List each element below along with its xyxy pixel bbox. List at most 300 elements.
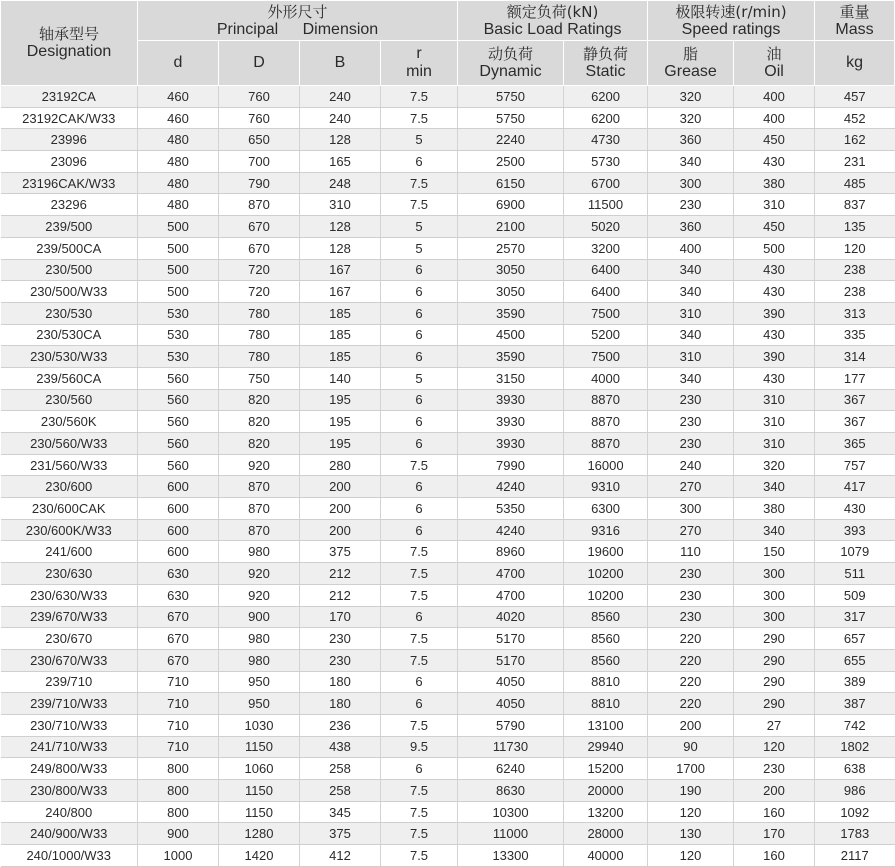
cell-static-load: 16000 xyxy=(564,454,648,476)
cell-dynamic-load: 5750 xyxy=(458,86,564,108)
oil-header-en: Oil xyxy=(764,63,784,80)
cell-d: 800 xyxy=(138,758,219,780)
cell-D: 1060 xyxy=(219,758,300,780)
cell-mass: 335 xyxy=(815,324,895,346)
cell-mass: 162 xyxy=(815,129,895,151)
cell-r-min: 6 xyxy=(381,476,458,498)
grease-header-en: Grease xyxy=(664,63,717,80)
cell-dynamic-load: 8960 xyxy=(458,541,564,563)
cell-designation: 23296 xyxy=(1,194,138,216)
cell-r-min: 5 xyxy=(381,129,458,151)
cell-static-load: 8560 xyxy=(564,628,648,650)
cell-d: 500 xyxy=(138,216,219,238)
cell-static-load: 6400 xyxy=(564,281,648,303)
cell-r-min: 7.5 xyxy=(381,628,458,650)
cell-D: 780 xyxy=(219,324,300,346)
cell-speed-oil: 340 xyxy=(734,476,815,498)
cell-static-load: 7500 xyxy=(564,346,648,368)
cell-r-min: 9.5 xyxy=(381,736,458,758)
cell-mass: 1092 xyxy=(815,801,895,823)
table-row xyxy=(1,758,895,780)
cell-speed-oil: 160 xyxy=(734,845,815,867)
cell-speed-oil: 430 xyxy=(734,281,815,303)
cell-speed-grease: 340 xyxy=(648,324,734,346)
cell-r-min: 7.5 xyxy=(381,823,458,845)
cell-dynamic-load: 10300 xyxy=(458,801,564,823)
cell-d: 560 xyxy=(138,389,219,411)
cell-d: 560 xyxy=(138,454,219,476)
mass-group-header xyxy=(815,1,895,41)
cell-r-min: 7.5 xyxy=(381,649,458,671)
cell-d: 480 xyxy=(138,129,219,151)
cell-static-load: 9310 xyxy=(564,476,648,498)
cell-r-min: 7.5 xyxy=(381,107,458,129)
cell-d: 600 xyxy=(138,476,219,498)
cell-D: 820 xyxy=(219,411,300,433)
cell-dynamic-load: 5790 xyxy=(458,714,564,736)
cell-mass: 177 xyxy=(815,367,895,389)
cell-d: 670 xyxy=(138,628,219,650)
cell-designation: 230/600K/W33 xyxy=(1,519,138,541)
cell-mass: 485 xyxy=(815,172,895,194)
cell-r-min: 6 xyxy=(381,389,458,411)
cell-dynamic-load: 4240 xyxy=(458,519,564,541)
cell-r-min: 6 xyxy=(381,519,458,541)
cell-mass: 757 xyxy=(815,454,895,476)
cell-speed-grease: 220 xyxy=(648,693,734,715)
cell-speed-oil: 230 xyxy=(734,758,815,780)
cell-static-load: 6300 xyxy=(564,498,648,520)
cell-designation: 23996 xyxy=(1,129,138,151)
cell-speed-oil: 430 xyxy=(734,367,815,389)
cell-speed-grease: 300 xyxy=(648,172,734,194)
cell-D: 780 xyxy=(219,346,300,368)
cell-mass: 1079 xyxy=(815,541,895,563)
cell-r-min: 6 xyxy=(381,411,458,433)
cell-B: 195 xyxy=(300,389,381,411)
cell-speed-oil: 290 xyxy=(734,693,815,715)
cell-speed-oil: 290 xyxy=(734,649,815,671)
cell-B: 195 xyxy=(300,411,381,433)
cell-mass: 1783 xyxy=(815,823,895,845)
cell-B: 375 xyxy=(300,823,381,845)
cell-speed-oil: 310 xyxy=(734,194,815,216)
cell-designation: 230/600 xyxy=(1,476,138,498)
cell-designation: 240/900/W33 xyxy=(1,823,138,845)
cell-d: 560 xyxy=(138,411,219,433)
cell-static-load: 15200 xyxy=(564,758,648,780)
cell-speed-oil: 170 xyxy=(734,823,815,845)
cell-designation: 241/600 xyxy=(1,541,138,563)
cell-d: 800 xyxy=(138,801,219,823)
cell-static-load: 8560 xyxy=(564,606,648,628)
dimension-header-en: Principal Dimension xyxy=(216,20,379,38)
cell-speed-grease: 130 xyxy=(648,823,734,845)
cell-d: 600 xyxy=(138,519,219,541)
cell-designation: 23196CAK/W33 xyxy=(1,172,138,194)
cell-d: 480 xyxy=(138,172,219,194)
cell-r-min: 7.5 xyxy=(381,780,458,802)
cell-d: 500 xyxy=(138,259,219,281)
cell-designation: 239/560CA xyxy=(1,367,138,389)
cell-static-load: 6400 xyxy=(564,259,648,281)
cell-d: 530 xyxy=(138,302,219,324)
table-row xyxy=(1,519,895,541)
cell-designation: 230/600CAK xyxy=(1,498,138,520)
cell-dynamic-load: 4020 xyxy=(458,606,564,628)
cell-dynamic-load: 6150 xyxy=(458,172,564,194)
cell-d: 460 xyxy=(138,107,219,129)
cell-speed-oil: 450 xyxy=(734,129,815,151)
cell-dynamic-load: 6900 xyxy=(458,194,564,216)
cell-static-load: 5200 xyxy=(564,324,648,346)
cell-dynamic-load: 7990 xyxy=(458,454,564,476)
cell-static-load: 8870 xyxy=(564,389,648,411)
table-row xyxy=(1,454,895,476)
speed-header-zh: 极限转速(r/min) xyxy=(675,2,787,21)
cell-static-load: 5020 xyxy=(564,216,648,238)
cell-speed-grease: 240 xyxy=(648,454,734,476)
cell-designation: 230/530CA xyxy=(1,324,138,346)
dimension-group-header xyxy=(138,1,458,41)
cell-speed-oil: 300 xyxy=(734,584,815,606)
cell-speed-grease: 120 xyxy=(648,845,734,867)
cell-mass: 120 xyxy=(815,237,895,259)
cell-mass: 657 xyxy=(815,628,895,650)
cell-static-load: 8810 xyxy=(564,671,648,693)
cell-speed-grease: 230 xyxy=(648,584,734,606)
cell-r-min: 7.5 xyxy=(381,541,458,563)
col-header-B: B xyxy=(300,41,381,86)
cell-static-load: 8560 xyxy=(564,649,648,671)
cell-r-min: 5 xyxy=(381,237,458,259)
cell-speed-grease: 340 xyxy=(648,259,734,281)
col-header-kg: kg xyxy=(815,41,895,86)
cell-designation: 230/500 xyxy=(1,259,138,281)
table-row xyxy=(1,389,895,411)
cell-dynamic-load: 8630 xyxy=(458,780,564,802)
cell-D: 1280 xyxy=(219,823,300,845)
cell-D: 670 xyxy=(219,216,300,238)
cell-B: 128 xyxy=(300,216,381,238)
cell-static-load: 4000 xyxy=(564,367,648,389)
cell-dynamic-load: 3930 xyxy=(458,433,564,455)
table-row xyxy=(1,129,895,151)
cell-dynamic-load: 2570 xyxy=(458,237,564,259)
cell-speed-oil: 310 xyxy=(734,389,815,411)
table-row xyxy=(1,780,895,802)
cell-r-min: 6 xyxy=(381,151,458,173)
cell-r-min: 6 xyxy=(381,302,458,324)
cell-mass: 457 xyxy=(815,86,895,108)
cell-speed-oil: 120 xyxy=(734,736,815,758)
table-row xyxy=(1,801,895,823)
cell-speed-grease: 220 xyxy=(648,671,734,693)
table-row xyxy=(1,823,895,845)
cell-B: 240 xyxy=(300,86,381,108)
cell-dynamic-load: 3930 xyxy=(458,389,564,411)
cell-speed-grease: 230 xyxy=(648,563,734,585)
cell-D: 900 xyxy=(219,606,300,628)
cell-B: 345 xyxy=(300,801,381,823)
cell-D: 1150 xyxy=(219,736,300,758)
cell-r-min: 6 xyxy=(381,671,458,693)
cell-speed-grease: 300 xyxy=(648,498,734,520)
static-header-zh: 静负荷 xyxy=(583,45,629,63)
cell-designation: 239/710/W33 xyxy=(1,693,138,715)
cell-dynamic-load: 4050 xyxy=(458,671,564,693)
table-row xyxy=(1,259,895,281)
cell-B: 212 xyxy=(300,584,381,606)
cell-d: 710 xyxy=(138,714,219,736)
col-header-oil xyxy=(734,41,815,86)
cell-d: 600 xyxy=(138,498,219,520)
cell-designation: 230/800/W33 xyxy=(1,780,138,802)
cell-speed-grease: 270 xyxy=(648,519,734,541)
cell-dynamic-load: 5750 xyxy=(458,107,564,129)
cell-d: 670 xyxy=(138,649,219,671)
cell-B: 438 xyxy=(300,736,381,758)
cell-D: 870 xyxy=(219,194,300,216)
table-row xyxy=(1,411,895,433)
cell-designation: 239/710 xyxy=(1,671,138,693)
cell-speed-grease: 270 xyxy=(648,476,734,498)
cell-B: 248 xyxy=(300,172,381,194)
cell-speed-grease: 200 xyxy=(648,714,734,736)
cell-mass: 430 xyxy=(815,498,895,520)
cell-D: 980 xyxy=(219,628,300,650)
speed-header-en: Speed ratings xyxy=(681,20,781,38)
cell-speed-oil: 310 xyxy=(734,433,815,455)
cell-r-min: 6 xyxy=(381,758,458,780)
table-row xyxy=(1,107,895,129)
table-header xyxy=(1,1,895,86)
cell-mass: 367 xyxy=(815,389,895,411)
cell-dynamic-load: 13300 xyxy=(458,845,564,867)
cell-d: 500 xyxy=(138,237,219,259)
cell-D: 920 xyxy=(219,563,300,585)
cell-d: 600 xyxy=(138,541,219,563)
cell-static-load: 8870 xyxy=(564,411,648,433)
cell-mass: 638 xyxy=(815,758,895,780)
table-row xyxy=(1,151,895,173)
cell-speed-grease: 90 xyxy=(648,736,734,758)
grease-header-zh: 脂 xyxy=(683,45,699,63)
cell-r-min: 6 xyxy=(381,324,458,346)
cell-dynamic-load: 3050 xyxy=(458,281,564,303)
cell-D: 790 xyxy=(219,172,300,194)
cell-static-load: 3200 xyxy=(564,237,648,259)
cell-mass: 367 xyxy=(815,411,895,433)
table-row xyxy=(1,476,895,498)
designation-header-en: Designation xyxy=(26,43,112,60)
cell-D: 670 xyxy=(219,237,300,259)
cell-designation: 23192CA xyxy=(1,86,138,108)
cell-B: 185 xyxy=(300,302,381,324)
cell-speed-oil: 400 xyxy=(734,86,815,108)
cell-D: 870 xyxy=(219,519,300,541)
cell-designation: 230/560 xyxy=(1,389,138,411)
cell-speed-grease: 340 xyxy=(648,367,734,389)
cell-designation: 230/670 xyxy=(1,628,138,650)
cell-static-load: 13200 xyxy=(564,801,648,823)
cell-static-load: 10200 xyxy=(564,563,648,585)
cell-dynamic-load: 5170 xyxy=(458,649,564,671)
cell-d: 500 xyxy=(138,281,219,303)
cell-d: 560 xyxy=(138,367,219,389)
cell-D: 700 xyxy=(219,151,300,173)
cell-d: 480 xyxy=(138,194,219,216)
cell-mass: 365 xyxy=(815,433,895,455)
cell-dynamic-load: 5350 xyxy=(458,498,564,520)
cell-speed-grease: 340 xyxy=(648,281,734,303)
cell-speed-grease: 1700 xyxy=(648,758,734,780)
cell-D: 1420 xyxy=(219,845,300,867)
cell-B: 375 xyxy=(300,541,381,563)
cell-d: 530 xyxy=(138,324,219,346)
table-row xyxy=(1,563,895,585)
cell-designation: 230/530 xyxy=(1,302,138,324)
cell-speed-oil: 27 xyxy=(734,714,815,736)
load-header-en: Basic Load Ratings xyxy=(483,20,622,38)
cell-d: 460 xyxy=(138,86,219,108)
designation-header xyxy=(1,1,138,86)
cell-designation: 231/560/W33 xyxy=(1,454,138,476)
cell-mass: 387 xyxy=(815,693,895,715)
cell-D: 760 xyxy=(219,107,300,129)
cell-dynamic-load: 4700 xyxy=(458,584,564,606)
mass-header-zh: 重量 xyxy=(839,2,870,21)
col-header-D: D xyxy=(219,41,300,86)
cell-static-load: 40000 xyxy=(564,845,648,867)
cell-speed-oil: 430 xyxy=(734,324,815,346)
col-header-grease xyxy=(648,41,734,86)
cell-B: 412 xyxy=(300,845,381,867)
cell-static-load: 5730 xyxy=(564,151,648,173)
cell-d: 480 xyxy=(138,151,219,173)
cell-D: 820 xyxy=(219,433,300,455)
table-row xyxy=(1,628,895,650)
cell-designation: 230/560K xyxy=(1,411,138,433)
cell-speed-grease: 340 xyxy=(648,151,734,173)
cell-r-min: 7.5 xyxy=(381,454,458,476)
cell-static-load: 19600 xyxy=(564,541,648,563)
cell-B: 230 xyxy=(300,628,381,650)
cell-mass: 317 xyxy=(815,606,895,628)
cell-designation: 230/500/W33 xyxy=(1,281,138,303)
cell-mass: 986 xyxy=(815,780,895,802)
cell-r-min: 5 xyxy=(381,216,458,238)
cell-B: 185 xyxy=(300,346,381,368)
cell-designation: 23096 xyxy=(1,151,138,173)
cell-mass: 238 xyxy=(815,259,895,281)
cell-speed-grease: 230 xyxy=(648,411,734,433)
cell-dynamic-load: 3930 xyxy=(458,411,564,433)
speed-ratings-group-header xyxy=(648,1,815,41)
table-row xyxy=(1,671,895,693)
cell-r-min: 7.5 xyxy=(381,584,458,606)
table-row xyxy=(1,216,895,238)
cell-d: 710 xyxy=(138,693,219,715)
cell-D: 870 xyxy=(219,498,300,520)
cell-dynamic-load: 4240 xyxy=(458,476,564,498)
oil-header-zh: 油 xyxy=(766,45,782,63)
cell-dynamic-load: 4500 xyxy=(458,324,564,346)
cell-d: 560 xyxy=(138,433,219,455)
cell-D: 650 xyxy=(219,129,300,151)
designation-header-zh: 轴承型号 xyxy=(38,25,99,43)
cell-d: 670 xyxy=(138,606,219,628)
col-header-static xyxy=(564,41,648,86)
cell-speed-oil: 150 xyxy=(734,541,815,563)
cell-speed-grease: 320 xyxy=(648,86,734,108)
cell-speed-oil: 320 xyxy=(734,454,815,476)
col-header-d: d xyxy=(138,41,219,86)
cell-designation: 240/1000/W33 xyxy=(1,845,138,867)
table-row xyxy=(1,541,895,563)
table-row xyxy=(1,194,895,216)
table-row xyxy=(1,845,895,867)
cell-speed-grease: 110 xyxy=(648,541,734,563)
cell-designation: 240/800 xyxy=(1,801,138,823)
cell-r-min: 5 xyxy=(381,367,458,389)
cell-static-load: 6700 xyxy=(564,172,648,194)
cell-mass: 511 xyxy=(815,563,895,585)
table-row xyxy=(1,367,895,389)
cell-D: 980 xyxy=(219,541,300,563)
cell-D: 750 xyxy=(219,367,300,389)
cell-speed-oil: 430 xyxy=(734,259,815,281)
cell-r-min: 6 xyxy=(381,433,458,455)
cell-designation: 230/530/W33 xyxy=(1,346,138,368)
cell-speed-grease: 400 xyxy=(648,237,734,259)
cell-speed-oil: 380 xyxy=(734,498,815,520)
cell-dynamic-load: 3150 xyxy=(458,367,564,389)
cell-D: 920 xyxy=(219,584,300,606)
cell-D: 980 xyxy=(219,649,300,671)
table-body xyxy=(1,86,895,867)
cell-B: 140 xyxy=(300,367,381,389)
cell-mass: 389 xyxy=(815,671,895,693)
cell-static-load: 11500 xyxy=(564,194,648,216)
cell-designation: 239/670/W33 xyxy=(1,606,138,628)
cell-speed-oil: 390 xyxy=(734,346,815,368)
cell-B: 180 xyxy=(300,671,381,693)
cell-speed-oil: 200 xyxy=(734,780,815,802)
cell-B: 167 xyxy=(300,281,381,303)
cell-mass: 655 xyxy=(815,649,895,671)
cell-B: 170 xyxy=(300,606,381,628)
cell-designation: 230/560/W33 xyxy=(1,433,138,455)
cell-speed-oil: 290 xyxy=(734,671,815,693)
cell-mass: 2117 xyxy=(815,845,895,867)
cell-speed-grease: 310 xyxy=(648,302,734,324)
cell-speed-oil: 400 xyxy=(734,107,815,129)
cell-B: 258 xyxy=(300,758,381,780)
cell-B: 128 xyxy=(300,129,381,151)
mass-header-en: Mass xyxy=(835,20,874,38)
cell-B: 280 xyxy=(300,454,381,476)
table-row xyxy=(1,498,895,520)
cell-mass: 1802 xyxy=(815,736,895,758)
cell-mass: 231 xyxy=(815,151,895,173)
cell-d: 900 xyxy=(138,823,219,845)
cell-B: 310 xyxy=(300,194,381,216)
cell-speed-oil: 450 xyxy=(734,216,815,238)
cell-dynamic-load: 5170 xyxy=(458,628,564,650)
cell-B: 212 xyxy=(300,563,381,585)
cell-speed-oil: 300 xyxy=(734,563,815,585)
